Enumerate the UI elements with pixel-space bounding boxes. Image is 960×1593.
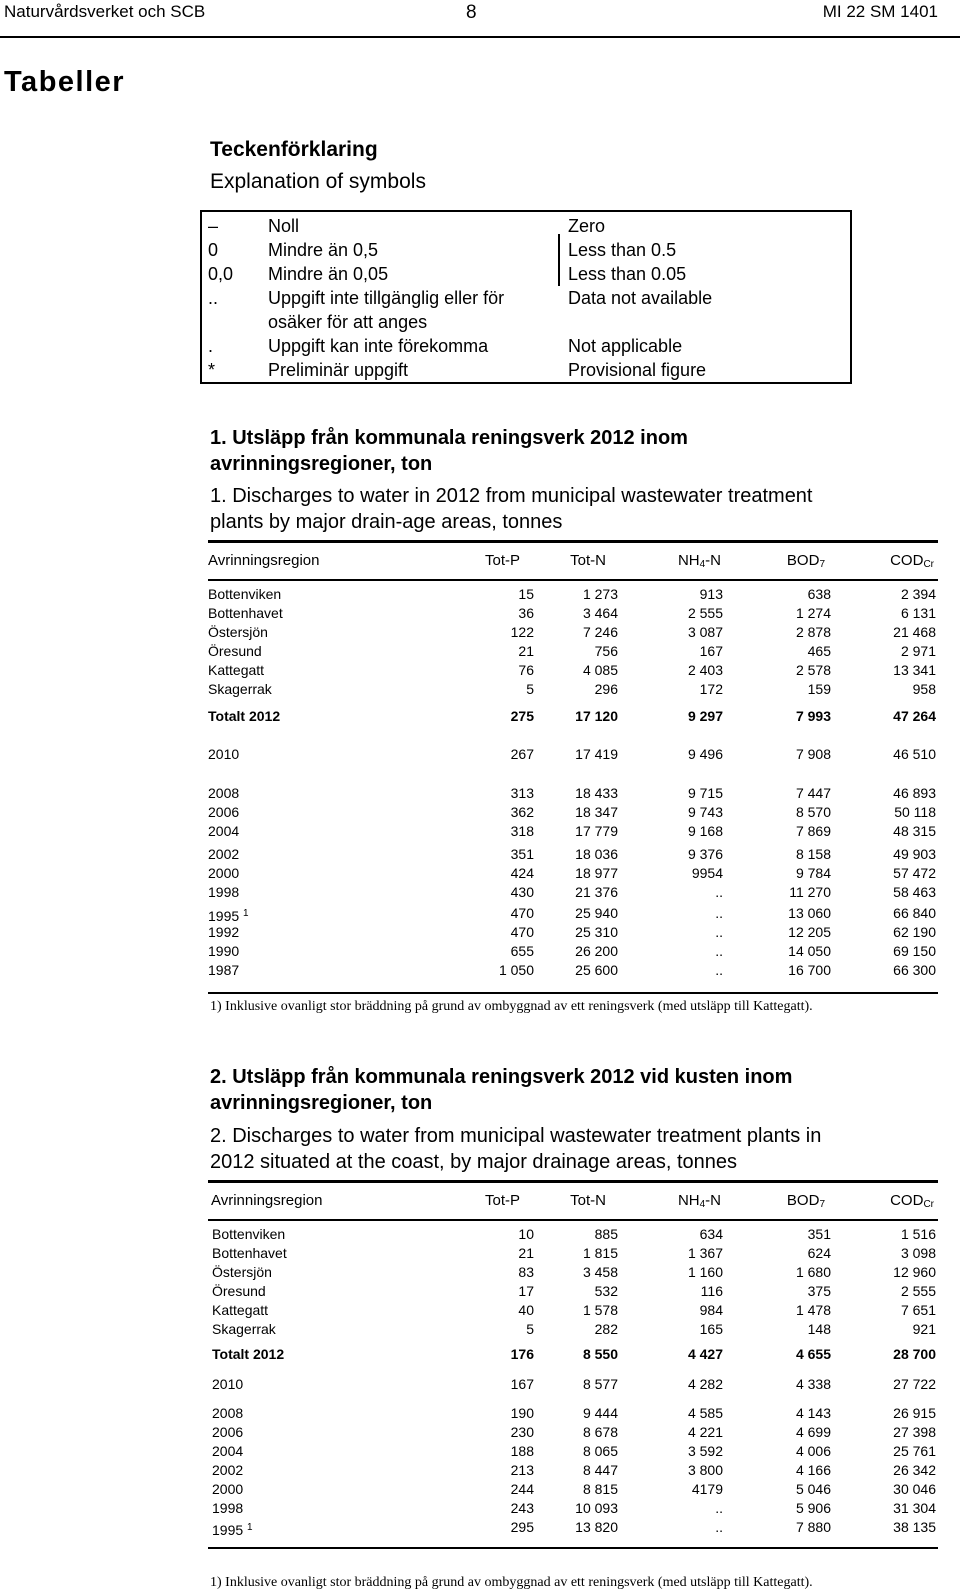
table-cell: 15 bbox=[518, 586, 534, 602]
table-row bbox=[208, 1404, 938, 1423]
table-cell: 122 bbox=[510, 624, 534, 640]
col-totn-header: Tot-N bbox=[570, 1192, 606, 1209]
table-cell: 176 bbox=[510, 1346, 534, 1362]
table-row bbox=[208, 1263, 938, 1282]
table-cell: 2 555 bbox=[900, 1283, 936, 1299]
table-cell: 16 700 bbox=[788, 962, 831, 978]
legend-sv-continued: osäker för att anges bbox=[268, 312, 428, 332]
table-cell: 3 800 bbox=[687, 1462, 723, 1478]
row-label: 2002 bbox=[208, 846, 240, 862]
legend-heading: Teckenförklaring bbox=[210, 138, 378, 161]
table-cell: 756 bbox=[594, 643, 618, 659]
table-cell: 9 297 bbox=[687, 708, 723, 724]
table-row bbox=[208, 923, 938, 942]
legend-en: Provisional figure bbox=[568, 360, 707, 380]
table-cell: 8 065 bbox=[582, 1443, 618, 1459]
table-row bbox=[208, 1499, 938, 1518]
table-cell: 21 468 bbox=[893, 624, 936, 640]
table-row bbox=[208, 822, 938, 841]
table1-title: 1. Utsläpp från kommunala reningsverk 2012 inom avrinningsregioner, ton bbox=[210, 427, 688, 475]
table-cell: 13 341 bbox=[893, 662, 936, 678]
table-cell: 1 516 bbox=[900, 1226, 936, 1242]
table-cell: 465 bbox=[807, 643, 831, 659]
table-cell: 3 087 bbox=[687, 624, 723, 640]
table-cell: 4 655 bbox=[795, 1346, 831, 1362]
row-label: Bottenhavet bbox=[208, 605, 283, 621]
table1-bottom-rule bbox=[208, 992, 938, 994]
row-label: Öresund bbox=[212, 1283, 266, 1299]
table-cell: 921 bbox=[912, 1321, 936, 1337]
col-cod-header: $COD_{Cr}$ bbox=[890, 1192, 934, 1210]
table-cell: 313 bbox=[510, 785, 534, 801]
table-cell: 17 419 bbox=[575, 746, 618, 762]
legend-box bbox=[200, 210, 852, 384]
table-cell: 4 338 bbox=[795, 1376, 831, 1392]
col-totn-header: Tot-N bbox=[570, 552, 606, 569]
row-label: 1995 $^1$ bbox=[212, 1522, 253, 1538]
table-row bbox=[208, 1244, 938, 1263]
table-row bbox=[208, 623, 938, 642]
col-bod-header: $BOD_7$ bbox=[786, 1192, 825, 1210]
row-label: Bottenviken bbox=[208, 586, 282, 602]
table-cell: 27 398 bbox=[893, 1424, 936, 1440]
row-label: Kattegatt bbox=[212, 1302, 269, 1318]
table-cell: 58 463 bbox=[893, 884, 936, 900]
table-cell: 1 680 bbox=[795, 1264, 831, 1280]
legend-symbol: * bbox=[208, 360, 216, 380]
table-cell: 50 118 bbox=[894, 804, 936, 820]
col-bod-header: $BOD_7$ bbox=[786, 552, 825, 570]
row-label: Kattegatt bbox=[208, 662, 265, 678]
table-cell: 3 098 bbox=[900, 1245, 936, 1261]
table-row bbox=[208, 1442, 938, 1461]
legend-en: Data not available bbox=[568, 288, 713, 308]
table-cell: 351 bbox=[510, 846, 534, 862]
table-cell: 4179 bbox=[691, 1481, 723, 1497]
col-totp-header: Tot-P bbox=[484, 1192, 520, 1209]
table-cell: 9 743 bbox=[687, 804, 723, 820]
table1-subtitle: 1. Discharges to water in 2012 from municipal wastewater treatment plants by major drain-age areas, tonnes bbox=[210, 485, 813, 533]
legend-sv: Uppgift kan inte förekomma bbox=[268, 336, 489, 356]
table-cell: 1 274 bbox=[795, 605, 831, 621]
table-cell: 362 bbox=[510, 804, 534, 820]
table-cell: 1 050 bbox=[498, 962, 534, 978]
row-label: Skagerrak bbox=[208, 681, 272, 697]
table-cell: 4 585 bbox=[687, 1405, 723, 1421]
table-cell: 12 960 bbox=[893, 1264, 936, 1280]
table-cell: 7 993 bbox=[795, 708, 831, 724]
table-cell: 9 444 bbox=[582, 1405, 618, 1421]
table-cell: 14 050 bbox=[788, 943, 831, 959]
legend-divider bbox=[558, 234, 560, 286]
table-cell: 532 bbox=[594, 1283, 618, 1299]
row-label: Östersjön bbox=[208, 624, 268, 640]
table-cell: 18 347 bbox=[575, 804, 618, 820]
table-cell: 46 893 bbox=[893, 785, 936, 801]
table-cell: 9954 bbox=[691, 865, 723, 881]
table-cell: 116 bbox=[700, 1283, 723, 1299]
total-row bbox=[208, 1345, 938, 1364]
row-label: 2000 bbox=[212, 1481, 244, 1497]
col-totp-header: Tot-P bbox=[484, 552, 520, 569]
table-cell: 4 166 bbox=[795, 1462, 831, 1478]
table-cell: 1 478 bbox=[795, 1302, 831, 1318]
row-label: 1987 bbox=[208, 962, 240, 978]
row-label: 2006 bbox=[208, 804, 240, 820]
table-cell: 4 085 bbox=[582, 662, 618, 678]
table-cell: 4 143 bbox=[795, 1405, 831, 1421]
table-cell: 8 158 bbox=[795, 846, 831, 862]
table-cell: 2 971 bbox=[900, 643, 936, 659]
table1-header-rule bbox=[208, 579, 938, 581]
page-title: Tabeller bbox=[4, 66, 126, 98]
table-cell: 17 120 bbox=[575, 708, 618, 724]
legend-symbol: 0,0 bbox=[208, 264, 234, 284]
table-row bbox=[208, 1375, 938, 1394]
table-cell: 25 600 bbox=[575, 962, 618, 978]
table-cell: 351 bbox=[807, 1226, 831, 1242]
legend-sv: Mindre än 0,5 bbox=[268, 240, 379, 260]
table-cell: 9 715 bbox=[687, 785, 723, 801]
header-rule bbox=[0, 36, 960, 38]
table-cell: 13 060 bbox=[788, 905, 831, 921]
table2-top-rule bbox=[208, 1180, 938, 1183]
table-row bbox=[208, 1282, 938, 1301]
table2-bottom-rule bbox=[208, 1547, 938, 1549]
table-cell: 26 915 bbox=[893, 1405, 936, 1421]
table-cell: 1 273 bbox=[582, 586, 618, 602]
table-cell: 275 bbox=[510, 708, 534, 724]
row-label: Totalt 2012 bbox=[208, 708, 281, 724]
table-cell: 4 699 bbox=[795, 1424, 831, 1440]
table-cell: 913 bbox=[699, 586, 723, 602]
row-label: 2008 bbox=[208, 785, 240, 801]
table-cell: 11 270 bbox=[789, 884, 831, 900]
row-label: 2004 bbox=[208, 823, 240, 839]
table-cell: 13 820 bbox=[575, 1519, 618, 1535]
table-cell: 9 168 bbox=[687, 823, 723, 839]
row-label: Östersjön bbox=[212, 1264, 272, 1280]
table-row bbox=[208, 661, 938, 680]
legend-en: Zero bbox=[568, 216, 606, 236]
table-cell: 7 651 bbox=[900, 1302, 936, 1318]
legend-symbol: 0 bbox=[208, 240, 219, 260]
table-cell: 148 bbox=[807, 1321, 831, 1337]
table-row bbox=[208, 784, 938, 803]
legend-en: Not applicable bbox=[568, 336, 683, 356]
table-cell: 49 903 bbox=[893, 846, 936, 862]
table-cell: 21 bbox=[518, 643, 534, 659]
col-cod-header: $COD_{Cr}$ bbox=[890, 552, 934, 570]
table-cell: .. bbox=[715, 1500, 723, 1516]
table-cell: 2 403 bbox=[687, 662, 723, 678]
table1-top-rule bbox=[208, 540, 938, 543]
table-cell: 2 555 bbox=[687, 605, 723, 621]
table-cell: 66 840 bbox=[893, 905, 936, 921]
table-cell: 12 205 bbox=[788, 924, 831, 940]
table-cell: 984 bbox=[699, 1302, 723, 1318]
table-cell: 958 bbox=[912, 681, 936, 697]
table-cell: 30 046 bbox=[893, 1481, 936, 1497]
table-cell: 165 bbox=[699, 1321, 723, 1337]
table-cell: 8 815 bbox=[582, 1481, 618, 1497]
table2-header-rule bbox=[208, 1219, 938, 1221]
row-label: 1998 bbox=[208, 884, 240, 900]
row-label: Öresund bbox=[208, 643, 262, 659]
total-row bbox=[208, 707, 938, 726]
row-label: 1995 $^1$ bbox=[208, 908, 249, 924]
table-cell: 2 578 bbox=[795, 662, 831, 678]
legend-symbol: . bbox=[208, 336, 214, 356]
footnote-marker: 1 bbox=[247, 1522, 253, 1533]
header-left: Naturvårdsverket och SCB bbox=[4, 2, 206, 21]
table-cell: 69 150 bbox=[893, 943, 936, 959]
legend-en: Less than 0.05 bbox=[568, 264, 687, 284]
table-row bbox=[208, 642, 938, 661]
table-cell: 2 394 bbox=[900, 586, 936, 602]
table-cell: 3 592 bbox=[687, 1443, 723, 1459]
table-cell: 4 282 bbox=[687, 1376, 723, 1392]
table-cell: 2 878 bbox=[795, 624, 831, 640]
table-cell: 296 bbox=[594, 681, 618, 697]
table-cell: 76 bbox=[518, 662, 534, 678]
table-cell: 167 bbox=[510, 1376, 534, 1392]
row-label: 2004 bbox=[212, 1443, 244, 1459]
table-row bbox=[208, 803, 938, 822]
table-cell: 5 bbox=[526, 681, 534, 697]
table-cell: 66 300 bbox=[893, 962, 936, 978]
row-label: 2008 bbox=[212, 1405, 244, 1421]
table-cell: 10 093 bbox=[575, 1500, 618, 1516]
row-label: Bottenhavet bbox=[212, 1245, 287, 1261]
table2-header-row bbox=[208, 1191, 938, 1210]
row-label: 2000 bbox=[208, 865, 240, 881]
table-cell: 18 036 bbox=[575, 846, 618, 862]
table-cell: 624 bbox=[807, 1245, 831, 1261]
table-row bbox=[208, 680, 938, 699]
col-region-header: Avrinningsregion bbox=[208, 552, 320, 569]
table-cell: 8 550 bbox=[582, 1346, 618, 1362]
legend-symbol: – bbox=[208, 216, 219, 236]
row-label: 1998 bbox=[212, 1500, 244, 1516]
table-row bbox=[208, 745, 938, 764]
table-row bbox=[208, 942, 938, 961]
footnote-marker: 1 bbox=[243, 908, 249, 919]
table-cell: 28 700 bbox=[893, 1346, 936, 1362]
table-cell: 25 761 bbox=[893, 1443, 936, 1459]
table-row bbox=[208, 1480, 938, 1499]
table-cell: 9 496 bbox=[687, 746, 723, 762]
row-label: 2002 bbox=[212, 1462, 244, 1478]
table-cell: 885 bbox=[594, 1226, 618, 1242]
table-cell: 5 046 bbox=[795, 1481, 831, 1497]
table-cell: 167 bbox=[699, 643, 723, 659]
table2-title: 2. Utsläpp från kommunala reningsverk 2012 vid kusten inom avrinningsregioner, ton bbox=[210, 1066, 793, 1114]
table-cell: .. bbox=[715, 884, 723, 900]
table-row bbox=[208, 604, 938, 623]
table-cell: 17 bbox=[518, 1283, 534, 1299]
table-cell: 7 880 bbox=[795, 1519, 831, 1535]
row-label: 2010 bbox=[212, 1376, 244, 1392]
row-label: Bottenviken bbox=[212, 1226, 286, 1242]
table-cell: 213 bbox=[510, 1462, 534, 1478]
table-row bbox=[208, 1301, 938, 1320]
legend-sv: Noll bbox=[268, 216, 300, 236]
table-row bbox=[208, 883, 938, 902]
table-cell: 638 bbox=[807, 586, 831, 602]
table-cell: 5 906 bbox=[795, 1500, 831, 1516]
table-row bbox=[208, 1225, 938, 1244]
table-cell: 9 784 bbox=[795, 865, 831, 881]
legend-sv: Preliminär uppgift bbox=[268, 360, 409, 380]
table-cell: 424 bbox=[510, 865, 534, 881]
table-cell: 36 bbox=[518, 605, 534, 621]
table-cell: 4 006 bbox=[795, 1443, 831, 1459]
row-label: 2010 bbox=[208, 746, 240, 762]
table-cell: 18 977 bbox=[575, 865, 618, 881]
row-label: Skagerrak bbox=[212, 1321, 276, 1337]
table1-header-row bbox=[208, 551, 938, 570]
table-cell: 5 bbox=[526, 1321, 534, 1337]
table-cell: 190 bbox=[510, 1405, 534, 1421]
table-cell: 18 433 bbox=[575, 785, 618, 801]
row-label: Totalt 2012 bbox=[212, 1346, 285, 1362]
legend-sv: Mindre än 0,05 bbox=[268, 264, 389, 284]
table-cell: 7 246 bbox=[582, 624, 618, 640]
table-cell: 375 bbox=[807, 1283, 831, 1299]
table-cell: 21 bbox=[518, 1245, 534, 1261]
table-cell: 25 310 bbox=[575, 924, 618, 940]
table-cell: 26 342 bbox=[893, 1462, 936, 1478]
table-cell: 8 447 bbox=[582, 1462, 618, 1478]
table-cell: 7 869 bbox=[795, 823, 831, 839]
table-cell: 634 bbox=[699, 1226, 723, 1242]
table-row bbox=[208, 904, 938, 923]
table-row bbox=[208, 1461, 938, 1480]
table-cell: 57 472 bbox=[893, 865, 936, 881]
table-cell: 7 447 bbox=[795, 785, 831, 801]
table-cell: 244 bbox=[510, 1481, 534, 1497]
table-cell: 25 940 bbox=[575, 905, 618, 921]
table-cell: 8 577 bbox=[582, 1376, 618, 1392]
table-cell: 10 bbox=[518, 1226, 534, 1242]
row-label: 1990 bbox=[208, 943, 240, 959]
table-cell: 1 578 bbox=[582, 1302, 618, 1318]
legend-subheading: Explanation of symbols bbox=[210, 170, 426, 193]
table-cell: 47 264 bbox=[893, 708, 936, 724]
table-cell: 62 190 bbox=[893, 924, 936, 940]
table-row bbox=[208, 845, 938, 864]
table-cell: 9 376 bbox=[687, 846, 723, 862]
table-cell: 159 bbox=[807, 681, 831, 697]
table-row bbox=[208, 1518, 938, 1537]
table-cell: 655 bbox=[510, 943, 534, 959]
row-label: 1992 bbox=[208, 924, 240, 940]
table-cell: .. bbox=[715, 924, 723, 940]
table-cell: 3 464 bbox=[582, 605, 618, 621]
legend-en: Less than 0.5 bbox=[568, 240, 677, 260]
table-cell: 21 376 bbox=[575, 884, 618, 900]
table-cell: 7 908 bbox=[795, 746, 831, 762]
table-cell: 470 bbox=[510, 905, 534, 921]
table-cell: .. bbox=[715, 905, 723, 921]
table2-subtitle: 2. Discharges to water from municipal wastewater treatment plants in 2012 situated at the coast, by major drainage areas, tonnes bbox=[210, 1125, 822, 1173]
table-cell: 27 722 bbox=[893, 1376, 936, 1392]
table-cell: 8 570 bbox=[795, 804, 831, 820]
table2-footnote: 1) Inklusive ovanligt stor bräddning på grund av ombyggnad av ett reningsverk (med utsläpp till Kattegatt). bbox=[210, 1575, 813, 1590]
table-row bbox=[208, 1423, 938, 1442]
col-nh4-header: $NH_4-N$ bbox=[677, 1192, 721, 1210]
table-cell: 83 bbox=[518, 1264, 534, 1280]
table-row bbox=[208, 1320, 938, 1339]
table-cell: 6 131 bbox=[900, 605, 936, 621]
table-cell: 31 304 bbox=[893, 1500, 936, 1516]
table-cell: .. bbox=[715, 943, 723, 959]
table-cell: 1 367 bbox=[687, 1245, 723, 1261]
table-cell: 3 458 bbox=[582, 1264, 618, 1280]
header-right: MI 22 SM 1401 bbox=[822, 2, 938, 21]
table-row bbox=[208, 585, 938, 604]
table-row bbox=[208, 864, 938, 883]
table-cell: 230 bbox=[510, 1424, 534, 1440]
table-cell: 1 815 bbox=[582, 1245, 618, 1261]
table-cell: 46 510 bbox=[893, 746, 936, 762]
table-cell: 4 427 bbox=[687, 1346, 723, 1362]
table-cell: 26 200 bbox=[575, 943, 618, 959]
table-cell: .. bbox=[715, 962, 723, 978]
table-cell: 4 221 bbox=[687, 1424, 723, 1440]
table-cell: 48 315 bbox=[893, 823, 936, 839]
legend-symbol: .. bbox=[208, 288, 219, 308]
col-region-header: Avrinningsregion bbox=[211, 1192, 323, 1209]
table-cell: 243 bbox=[510, 1500, 534, 1516]
table-cell: 172 bbox=[699, 681, 723, 697]
table-cell: 40 bbox=[518, 1302, 534, 1318]
table-row bbox=[208, 961, 938, 980]
page-number: 8 bbox=[466, 2, 477, 23]
table-cell: 267 bbox=[510, 746, 534, 762]
col-nh4-header: $NH_4-N$ bbox=[677, 552, 721, 570]
table-cell: 295 bbox=[510, 1519, 534, 1535]
table1-footnote: 1) Inklusive ovanligt stor bräddning på grund av ombyggnad av ett reningsverk (med utsläpp till Kattegatt). bbox=[210, 999, 813, 1014]
table-cell: 318 bbox=[510, 823, 534, 839]
table-cell: 38 135 bbox=[893, 1519, 936, 1535]
table-cell: 430 bbox=[510, 884, 534, 900]
table-cell: 188 bbox=[510, 1443, 534, 1459]
table-cell: 470 bbox=[510, 924, 534, 940]
table-cell: 17 779 bbox=[575, 823, 618, 839]
table-cell: 282 bbox=[594, 1321, 618, 1337]
table-cell: 8 678 bbox=[582, 1424, 618, 1440]
table-cell: 1 160 bbox=[687, 1264, 723, 1280]
legend-sv: Uppgift inte tillgänglig eller för bbox=[268, 288, 505, 308]
table-cell: .. bbox=[715, 1519, 723, 1535]
row-label: 2006 bbox=[212, 1424, 244, 1440]
